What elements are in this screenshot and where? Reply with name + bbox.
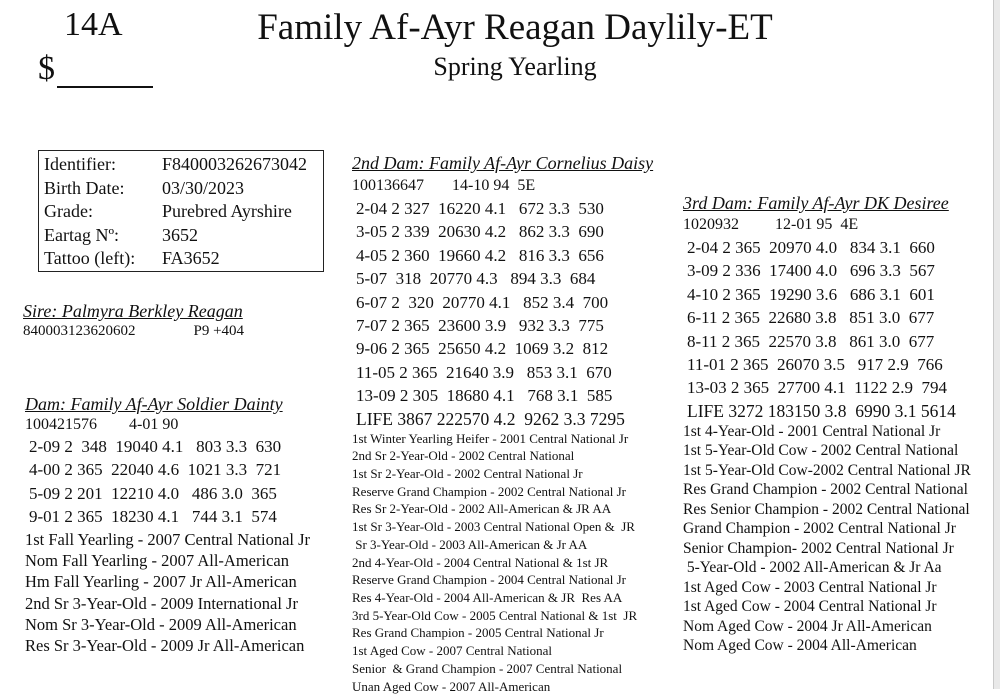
- lactation-record: 11-05 2 365 21640 3.9 853 3.1 670: [356, 361, 653, 384]
- second-dam-registration: 100136647 14-10 94 5E: [352, 176, 653, 196]
- award-line: Nom Fall Yearling - 2007 All-American: [25, 550, 310, 571]
- identity-label: Birth Date:: [44, 177, 162, 201]
- award-line: Senior & Grand Champion - 2007 Central National: [352, 660, 653, 678]
- award-line: 5-Year-Old - 2002 All-American & Jr Aa: [683, 558, 971, 578]
- lactation-record: 2-04 2 365 20970 4.0 834 3.1 660: [687, 236, 971, 259]
- sire-section: [23, 300, 244, 341]
- lactation-record: 3-09 2 336 17400 4.0 696 3.3 567: [687, 259, 971, 282]
- lactation-record: 4-00 2 365 22040 4.6 1021 3.3 721: [29, 458, 310, 481]
- dam-awards: [25, 529, 310, 657]
- lifetime-total: LIFE 3867 222570 4.2 9262 3.3 7295: [356, 408, 653, 430]
- identity-value: Purebred Ayrshire: [162, 201, 292, 221]
- award-line: Nom Sr 3-Year-Old - 2009 All-American: [25, 614, 310, 635]
- identity-label: Eartag Nº:: [44, 224, 162, 248]
- identity-row: [44, 247, 323, 271]
- dam-section: [25, 393, 310, 656]
- second-dam-heading: 2nd Dam: Family Af-Ayr Cornelius Daisy: [352, 152, 653, 174]
- price-symbol: $: [38, 50, 55, 87]
- award-line: 1st Aged Cow - 2003 Central National Jr: [683, 578, 971, 598]
- dam-heading: Dam: Family Af-Ayr Soldier Dainty: [25, 393, 310, 415]
- award-line: 1st 5-Year-Old Cow-2002 Central National JR: [683, 461, 971, 481]
- award-line: Res Sr 2-Year-Old - 2002 All-American & JR AA: [352, 500, 653, 518]
- lactation-record: 13-03 2 365 27700 4.1 1122 2.9 794: [687, 376, 971, 399]
- sire-reg-number: 840003123620602: [23, 323, 136, 339]
- identity-row: [44, 200, 323, 224]
- award-line: Reserve Grand Champion - 2004 Central National Jr: [352, 571, 653, 589]
- award-line: 2nd Sr 2-Year-Old - 2002 Central National: [352, 447, 653, 465]
- identity-row: [44, 177, 323, 201]
- award-line: 1st Sr 2-Year-Old - 2002 Central National Jr: [352, 465, 653, 483]
- lactation-record: 4-05 2 360 19660 4.2 816 3.3 656: [356, 244, 653, 267]
- dam-registration: 100421576 4-01 90: [25, 415, 310, 435]
- award-line: Senior Champion- 2002 Central National Jr: [683, 539, 971, 559]
- award-line: Res 4-Year-Old - 2004 All-American & JR Res AA: [352, 589, 653, 607]
- second-dam-records: [356, 197, 653, 408]
- identity-value: F840003262673042: [162, 154, 307, 174]
- identity-label: Identifier:: [44, 153, 162, 177]
- lot-number: 14A: [64, 6, 123, 44]
- third-dam-registration: 1020932 12-01 95 4E: [683, 215, 971, 235]
- lactation-record: 13-09 2 305 18680 4.1 768 3.1 585: [356, 384, 653, 407]
- identity-row: [44, 224, 323, 248]
- identity-value: 3652: [162, 225, 198, 245]
- lactation-record: 2-09 2 348 19040 4.1 803 3.3 630: [29, 435, 310, 458]
- identity-label: Grade:: [44, 200, 162, 224]
- award-line: Nom Aged Cow - 2004 All-American: [683, 636, 971, 656]
- lactation-record: 7-07 2 365 23600 3.9 932 3.3 775: [356, 314, 653, 337]
- lactation-record: 2-04 2 327 16220 4.1 672 3.3 530: [356, 197, 653, 220]
- lactation-record: 9-06 2 365 25650 4.2 1069 3.2 812: [356, 337, 653, 360]
- award-line: 1st 5-Year-Old Cow - 2002 Central National: [683, 441, 971, 461]
- award-line: 2nd 4-Year-Old - 2004 Central National & 1st JR: [352, 554, 653, 572]
- award-line: 2nd Sr 3-Year-Old - 2009 International Jr: [25, 593, 310, 614]
- award-line: Res Grand Champion - 2002 Central National: [683, 480, 971, 500]
- award-line: 1st Aged Cow - 2007 Central National: [352, 642, 653, 660]
- award-line: Res Grand Champion - 2005 Central National Jr: [352, 624, 653, 642]
- second-dam-awards: [352, 430, 653, 695]
- lactation-record: 11-01 2 365 26070 3.5 917 2.9 766: [687, 353, 971, 376]
- third-dam-awards: [683, 422, 971, 656]
- sire-rating: P9 +404: [194, 323, 245, 339]
- sire-registration: [23, 322, 244, 341]
- award-line: Res Senior Champion - 2002 Central National: [683, 500, 971, 520]
- lactation-record: 5-07 318 20770 4.3 894 3.3 684: [356, 267, 653, 290]
- identity-value: 03/30/2023: [162, 178, 244, 198]
- lifetime-total: LIFE 3272 183150 3.8 6990 3.1 5614: [687, 400, 971, 422]
- identity-row: [44, 153, 323, 177]
- third-dam-heading: 3rd Dam: Family Af-Ayr DK Desiree: [683, 192, 971, 214]
- award-line: 1st Aged Cow - 2004 Central National Jr: [683, 597, 971, 617]
- lactation-record: 9-01 2 365 18230 4.1 744 3.1 574: [29, 505, 310, 528]
- third-dam-section: [683, 192, 971, 656]
- third-dam-records: [687, 236, 971, 400]
- identity-box: [38, 150, 324, 272]
- award-line: 1st Fall Yearling - 2007 Central National Jr: [25, 529, 310, 550]
- award-line: 3rd 5-Year-Old Cow - 2005 Central National & 1st JR: [352, 607, 653, 625]
- award-line: Nom Aged Cow - 2004 Jr All-American: [683, 617, 971, 637]
- award-line: 1st Winter Yearling Heifer - 2001 Central National Jr: [352, 430, 653, 448]
- lactation-record: 5-09 2 201 12210 4.0 486 3.0 365: [29, 482, 310, 505]
- award-line: Sr 3-Year-Old - 2003 All-American & Jr AA: [352, 536, 653, 554]
- lactation-record: 6-11 2 365 22680 3.8 851 3.0 677: [687, 306, 971, 329]
- award-line: Res Sr 3-Year-Old - 2009 Jr All-American: [25, 635, 310, 656]
- award-line: Unan Aged Cow - 2007 All-American: [352, 678, 653, 695]
- class-subtitle: Spring Yearling: [0, 52, 1000, 82]
- identity-label: Tattoo (left):: [44, 247, 162, 271]
- lactation-record: 3-05 2 339 20630 4.2 862 3.3 690: [356, 220, 653, 243]
- dam-records: [29, 435, 310, 529]
- animal-name-title: Family Af-Ayr Reagan Daylily-ET: [0, 6, 1000, 49]
- sire-heading: Sire: Palmyra Berkley Reagan: [23, 300, 244, 322]
- lactation-record: 4-10 2 365 19290 3.6 686 3.1 601: [687, 283, 971, 306]
- lactation-record: 6-07 2 320 20770 4.1 852 3.4 700: [356, 291, 653, 314]
- second-dam-section: [352, 152, 653, 695]
- award-line: Grand Champion - 2002 Central National Jr: [683, 519, 971, 539]
- award-line: 1st 4-Year-Old - 2001 Central National Jr: [683, 422, 971, 442]
- award-line: 1st Sr 3-Year-Old - 2003 Central National Open & JR: [352, 518, 653, 536]
- award-line: Reserve Grand Champion - 2002 Central National Jr: [352, 483, 653, 501]
- identity-value: FA3652: [162, 248, 220, 268]
- page-edge: [993, 0, 1000, 689]
- lactation-record: 8-11 2 365 22570 3.8 861 3.0 677: [687, 330, 971, 353]
- award-line: Hm Fall Yearling - 2007 Jr All-American: [25, 571, 310, 592]
